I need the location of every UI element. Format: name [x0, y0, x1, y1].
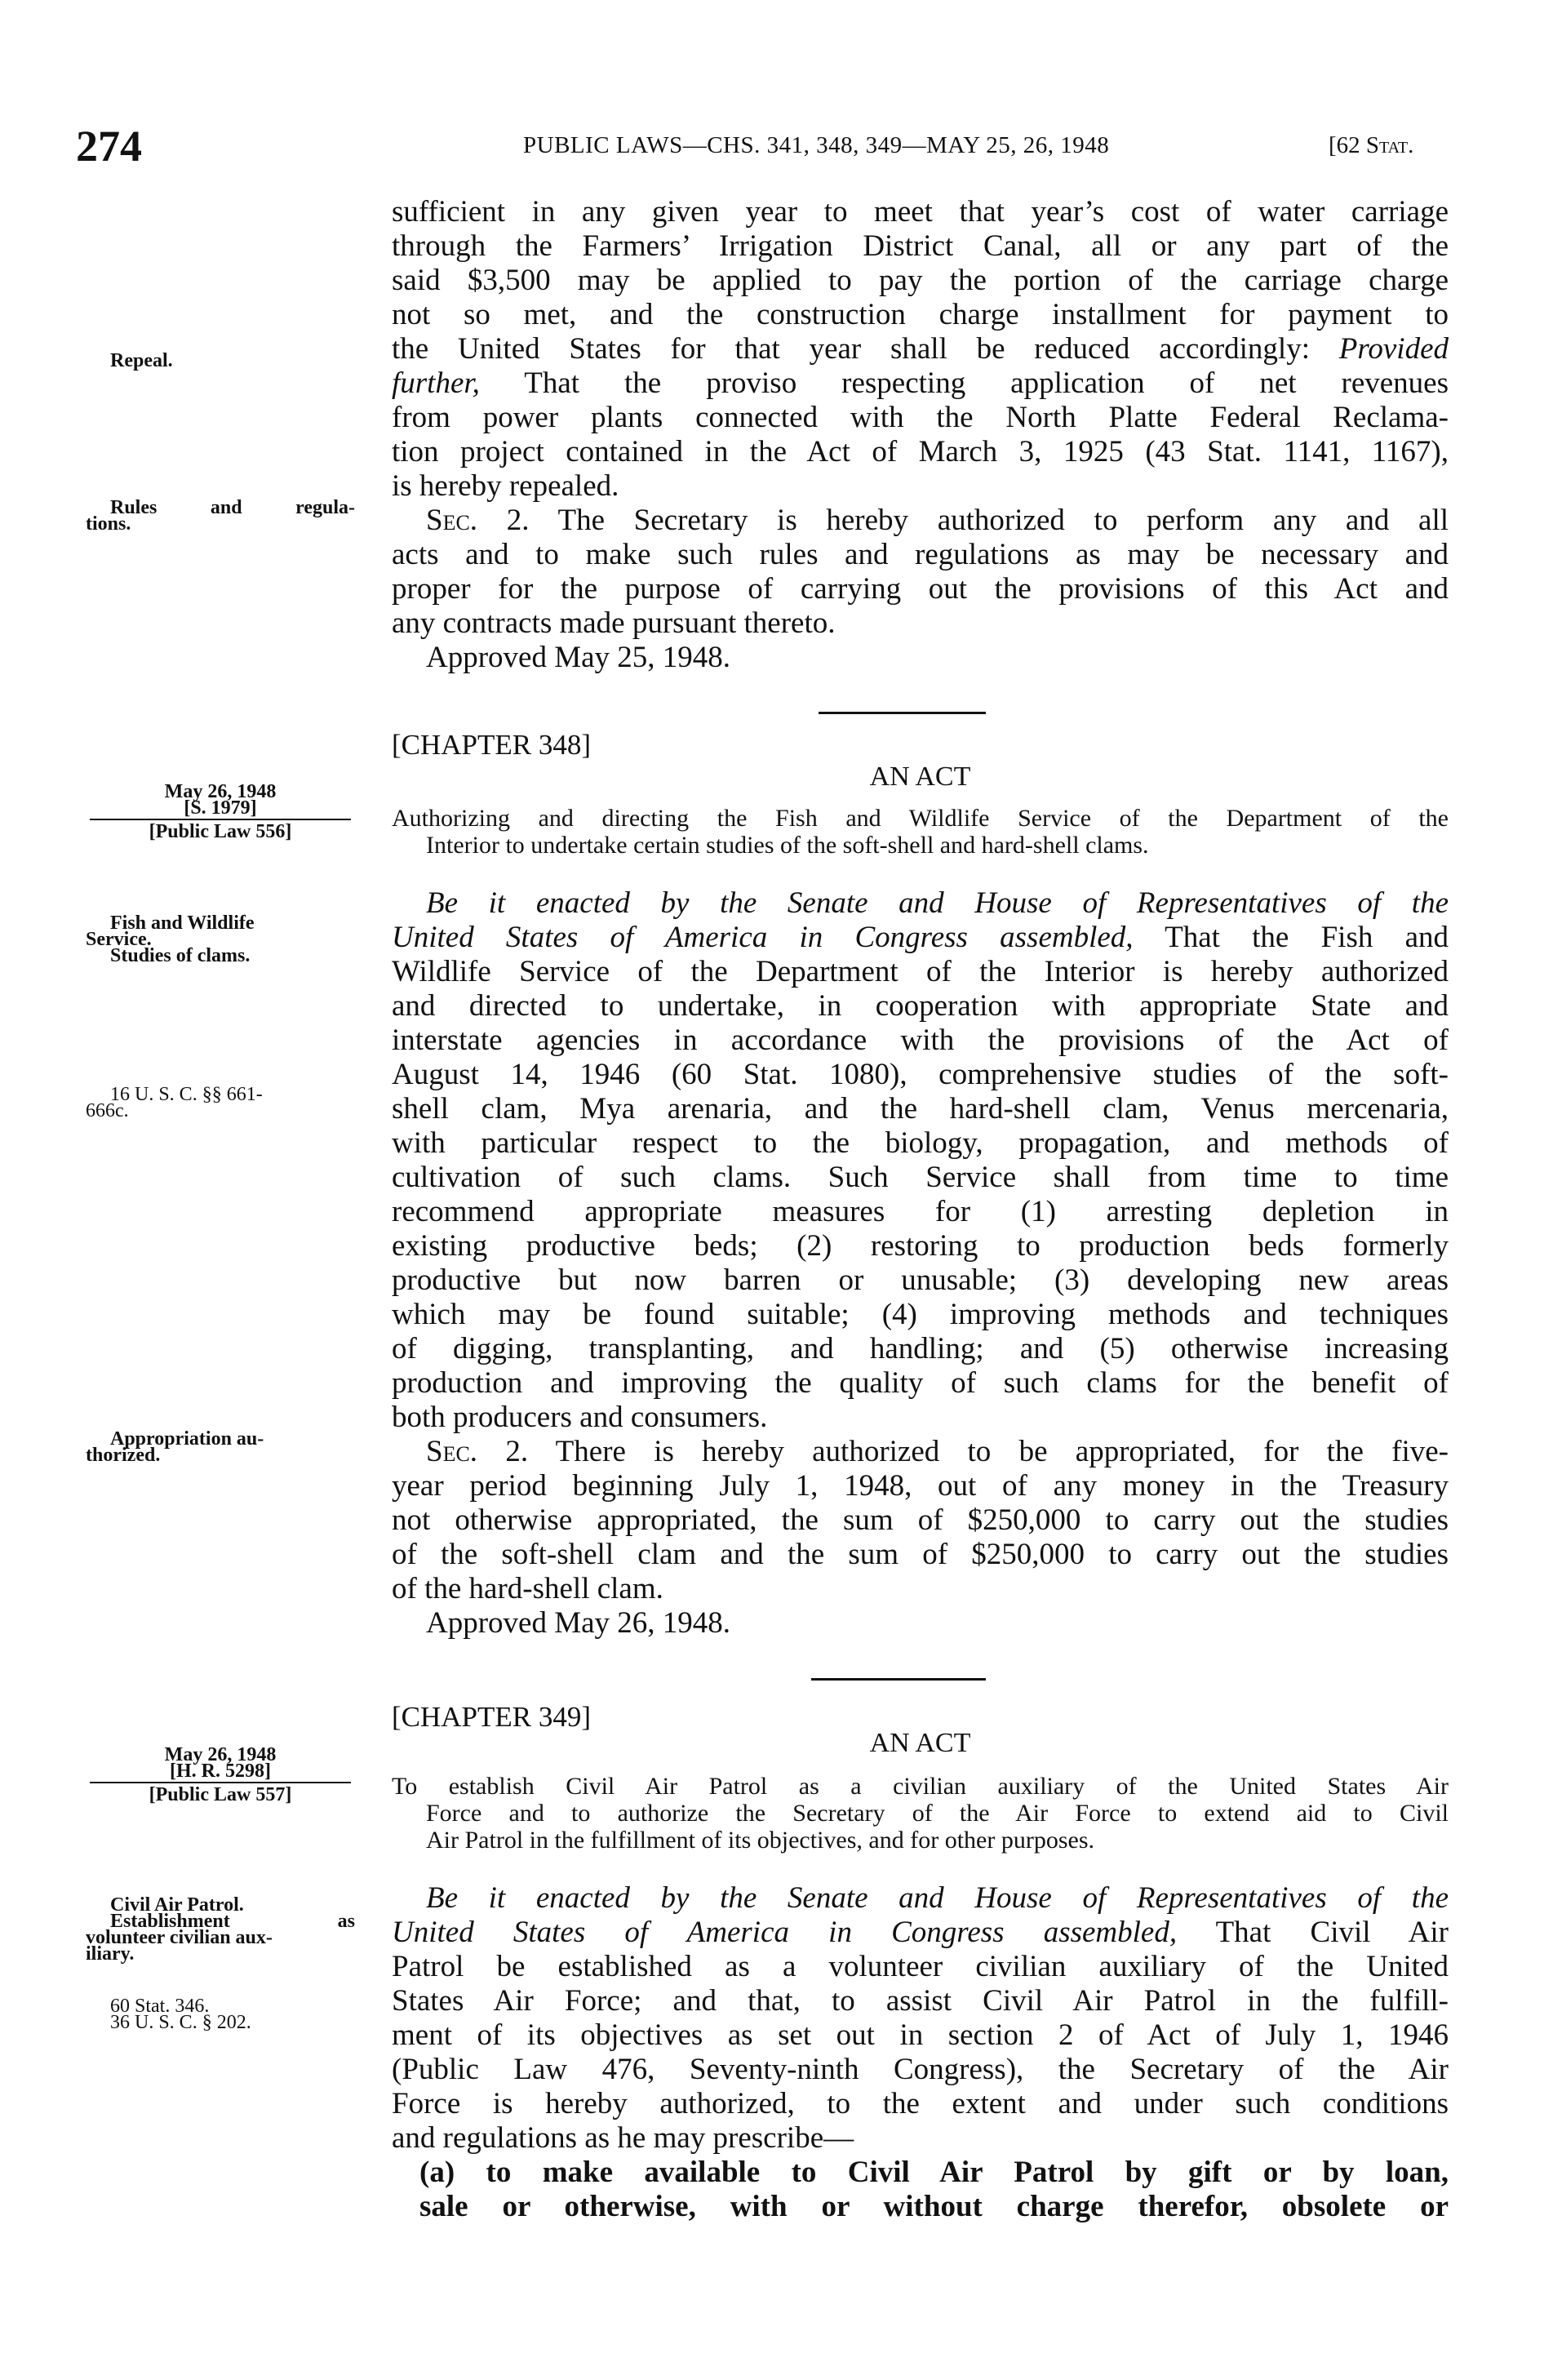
text-line [392, 1984, 1449, 2018]
text-line [392, 1469, 1449, 1503]
text-line [392, 366, 1449, 401]
text-line [392, 504, 1449, 538]
text-line [392, 1800, 1449, 1827]
margin-note-fish-wildlife [86, 912, 355, 966]
public-law-number: [Public Law 556] [149, 821, 292, 842]
italic-text: further, [392, 366, 480, 400]
text-segment: 2. The Secretary is hereby authorized to perform any and all [477, 504, 1449, 537]
text-line [392, 1435, 1449, 1469]
text-segment: (Public Law 476, Seventy-ninth Congress), the Secretary of the Air [392, 2053, 1449, 2086]
text-line [392, 264, 1449, 298]
italic-text: United States of America in Congress assembled, [392, 1916, 1178, 1949]
text-line [392, 435, 1449, 469]
text-segment: Approved May 26, 1948. [426, 1606, 731, 1640]
text-segment: productive but now barren or unusable; (3) developing new areas [392, 1263, 1449, 1297]
text-line [392, 1126, 1449, 1161]
text-segment: sufficient in any given year to meet that year’s cost of water carriage [392, 195, 1449, 229]
text-line [392, 2087, 1449, 2121]
chapter-349-citation [90, 1744, 351, 1805]
text-line [392, 1195, 1449, 1229]
margin-note-line: Studies of clams. [110, 945, 251, 966]
chapter-349-title [392, 1773, 1449, 1854]
text-segment: (a) to make available to Civil Air Patrol by gift or by loan, [419, 2156, 1449, 2189]
text-line [392, 832, 1449, 859]
text-line [392, 1058, 1449, 1092]
text-line [392, 1950, 1449, 1984]
text-line [392, 1572, 1449, 1606]
text-segment: and directed to undertake, in cooperation with appropriate State and [392, 989, 1449, 1023]
text-line [392, 298, 1449, 332]
text-segment: Wildlife Service of the Department of the Interior is hereby authorized [392, 955, 1449, 988]
text-segment: shell clam, Mya arenaria, and the hard-shell clam, Venus mercenaria, [392, 1092, 1449, 1126]
public-law-number: [Public Law 557] [149, 1784, 292, 1805]
page-number: 274 [76, 122, 142, 171]
running-head: PUBLIC LAWS—CHS. 341, 348, 349—MAY 25, 26, 1948 [523, 132, 1110, 158]
text-line [392, 2190, 1449, 2224]
text-line [392, 989, 1449, 1023]
text-line [392, 1092, 1449, 1126]
citation-rule [90, 1782, 351, 1783]
text-line [392, 1606, 1449, 1641]
margin-note-line: 36 U. S. C. § 202. [110, 2012, 251, 2033]
text-line [392, 1229, 1449, 1263]
text-line [392, 2121, 1449, 2156]
text-segment: of the soft-shell clam and the sum of $250,000 to carry out the studies [392, 1538, 1449, 1571]
text-segment: and regulations as he may prescribe— [392, 2121, 854, 2155]
chapter-341-text [392, 195, 1449, 675]
text-segment: interstate agencies in accordance with the provisions of the Act of [392, 1023, 1449, 1057]
text-segment: any contracts made pursuant thereto. [392, 606, 836, 640]
text-segment: cultivation of such clams. Such Service shall from time to time [392, 1161, 1449, 1194]
margin-note-line: Fish and Wildlife [110, 912, 255, 934]
volume-reference: [62 Stat. [1329, 132, 1414, 158]
chapter-349-text [392, 1881, 1449, 2224]
text-segment: the United States for that year shall be reduced accordingly: [392, 332, 1339, 366]
text-line [392, 606, 1449, 641]
text-segment: Force is hereby authorized, to the extent and under such conditions [392, 2087, 1449, 2120]
text-segment: States Air Force; and that, to assist Civil Air Patrol in the fulfill- [392, 1984, 1449, 2018]
citation-rule [90, 819, 351, 820]
text-line [392, 538, 1449, 572]
bill-number: [H. R. 5298] [170, 1761, 271, 1782]
italic-text: United States of America in Congress assembled, [392, 921, 1134, 954]
margin-note-line: 16 U. S. C. §§ 661- [110, 1084, 263, 1105]
text-line [392, 921, 1449, 955]
text-segment: of digging, transplanting, and handling; and (5) otherwise increasing [392, 1332, 1449, 1365]
text-segment: of the hard-shell clam. [392, 1572, 663, 1605]
text-segment: That Civil Air [1177, 1916, 1449, 1949]
text-segment: with particular respect to the biology, propagation, and methods of [392, 1126, 1449, 1160]
text-line [392, 1161, 1449, 1195]
text-segment: That the Fish and [1133, 921, 1449, 954]
chapter-348-citation [90, 781, 351, 842]
text-line [392, 1298, 1449, 1332]
text-line [392, 1881, 1449, 1916]
text-line [392, 2156, 1449, 2190]
text-segment: not so met, and the construction charge installment for payment to [392, 298, 1449, 331]
chapter-348-title [392, 805, 1449, 859]
chapter-349-an-act: AN ACT [869, 1728, 971, 1758]
text-segment: Air Patrol in the fulfillment of its objectives, and for other purposes. [426, 1827, 1094, 1854]
text-segment: is hereby repealed. [392, 469, 619, 503]
text-line [392, 1401, 1449, 1435]
text-line [392, 572, 1449, 606]
margin-note-line: tions. [86, 513, 131, 535]
text-segment: which may be found suitable; (4) improving methods and techniques [392, 1298, 1449, 1331]
text-line [392, 1916, 1449, 1950]
margin-note-line: Civil Air Patrol. [110, 1894, 244, 1916]
text-line [392, 641, 1449, 675]
margin-note-line: Establishment as [110, 1911, 355, 1932]
margin-note-civil-air-patrol [86, 1894, 355, 1965]
text-segment: Approved May 25, 1948. [426, 641, 731, 674]
margin-note-line: Service. [86, 929, 152, 950]
text-segment: sale or otherwise, with or without charge therefor, obsolete or [419, 2190, 1449, 2223]
text-segment: through the Farmers’ Irrigation District Canal, all or any part of the [392, 229, 1449, 263]
margin-note-line: 666c. [86, 1100, 129, 1121]
text-segment: August 14, 1946 (60 Stat. 1080), comprehensive studies of the soft- [392, 1058, 1449, 1091]
text-segment: ment of its objectives as set out in section 2 of Act of July 1, 1946 [392, 2018, 1449, 2052]
text-line [392, 1332, 1449, 1366]
text-line [392, 1366, 1449, 1401]
text-segment: year period beginning July 1, 1948, out of any money in the Treasury [392, 1469, 1449, 1503]
text-line [392, 886, 1449, 921]
margin-note-usc [86, 1086, 355, 1119]
section-divider [819, 712, 986, 714]
bill-number: [S. 1979] [184, 797, 257, 819]
text-line [392, 2053, 1449, 2087]
text-line [392, 1538, 1449, 1572]
margin-note-line: Repeal. [110, 350, 173, 371]
text-segment: recommend appropriate measures for (1) arresting depletion in [392, 1195, 1449, 1228]
text-line [392, 332, 1449, 366]
section-divider [811, 1678, 986, 1681]
text-line [392, 1503, 1449, 1538]
text-line [392, 1827, 1449, 1854]
text-line [392, 1023, 1449, 1058]
margin-note-line: thorized. [86, 1445, 161, 1466]
section-label: Sec. [426, 504, 478, 537]
text-segment: To establish Civil Air Patrol as a civilian auxiliary of the United States Air [392, 1773, 1449, 1800]
italic-text: Be it enacted by the Senate and House of Representatives of the [426, 1881, 1449, 1915]
italic-text: Be it enacted by the Senate and House of Representatives of the [426, 886, 1449, 920]
text-segment: both producers and consumers. [392, 1401, 768, 1434]
chapter-348-heading: [CHAPTER 348] [392, 729, 592, 761]
italic-text: Provided [1338, 332, 1449, 366]
text-segment: production and improving the quality of such clams for the benefit of [392, 1366, 1449, 1400]
text-segment: existing productive beds; (2) restoring to production beds formerly [392, 1229, 1449, 1263]
text-segment: not otherwise appropriated, the sum of $250,000 to carry out the studies [392, 1503, 1449, 1537]
approval-date: May 26, 1948 [164, 1744, 277, 1765]
approval-date: May 26, 1948 [164, 781, 277, 802]
text-segment: Force and to authorize the Secretary of the Air Force to extend aid to Civil [426, 1800, 1449, 1827]
margin-note-line: Rules and regula- [110, 497, 355, 518]
text-line [392, 401, 1449, 435]
text-line [392, 2018, 1449, 2053]
text-line [392, 805, 1449, 832]
margin-note-line: 60 Stat. 346. [110, 1996, 210, 2017]
text-line [392, 955, 1449, 989]
chapter-348-text [392, 886, 1449, 1641]
margin-note-repeal [86, 350, 355, 371]
text-segment: from power plants connected with the North Platte Federal Reclama- [392, 401, 1449, 434]
text-segment: Interior to undertake certain studies of the soft-shell and hard-shell clams. [426, 832, 1149, 859]
margin-note-rules [86, 497, 355, 535]
text-segment: 2. There is hereby authorized to be appropriated, for the five- [477, 1435, 1449, 1468]
text-segment: tion project contained in the Act of March 3, 1925 (43 Stat. 1141, 1167), [392, 435, 1449, 468]
text-segment: said $3,500 may be applied to pay the portion of the carriage charge [392, 264, 1449, 297]
margin-note-line: Appropriation au- [110, 1428, 264, 1450]
text-line [392, 469, 1449, 504]
text-line [392, 1773, 1449, 1800]
section-label: Sec. [426, 1435, 478, 1468]
text-line [392, 229, 1449, 264]
chapter-349-heading: [CHAPTER 349] [392, 1701, 592, 1733]
margin-note-line: volunteer civilian aux- [86, 1927, 273, 1948]
margin-note-appropriation [86, 1428, 355, 1466]
margin-note-statute [86, 1998, 355, 2031]
margin-note-line: iliary. [86, 1943, 135, 1965]
text-line [392, 1263, 1449, 1298]
text-segment: Patrol be established as a volunteer civilian auxiliary of the United [392, 1950, 1449, 1983]
chapter-348-an-act: AN ACT [869, 762, 971, 792]
text-segment: Authorizing and directing the Fish and Wildlife Service of the Department of the [392, 805, 1449, 832]
text-segment: proper for the purpose of carrying out the provisions of this Act and [392, 572, 1449, 606]
text-line [392, 195, 1449, 229]
text-segment: acts and to make such rules and regulations as may be necessary and [392, 538, 1449, 571]
text-segment: That the proviso respecting application of net revenues [479, 366, 1449, 400]
